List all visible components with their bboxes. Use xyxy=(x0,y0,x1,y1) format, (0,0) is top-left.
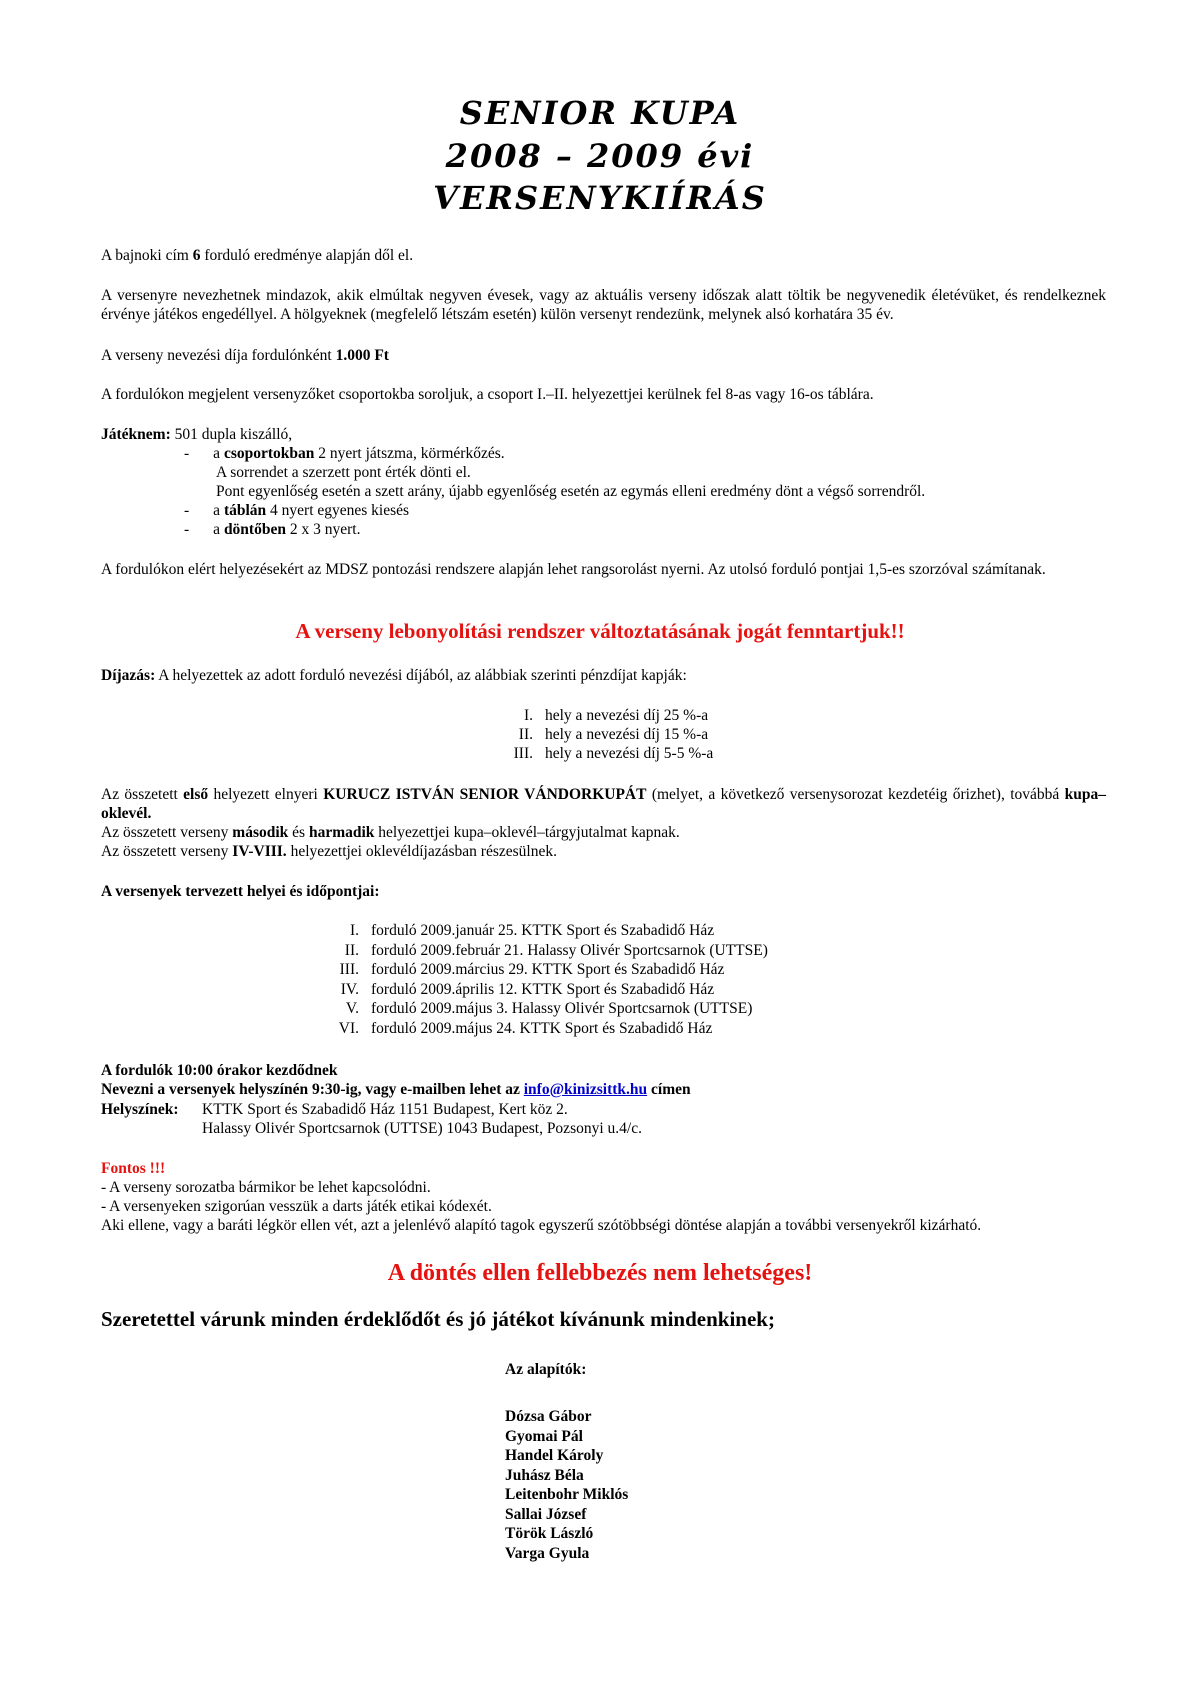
schedule-row: VI. forduló 2009.május 24. KTTK Sport és Szabadidő Ház xyxy=(338,1019,713,1037)
founders-list xyxy=(505,1407,628,1563)
format-item-groups-line2: A sorrendet a szerzett pont érték dönti el. xyxy=(216,464,471,481)
notice-no-appeal: A döntés ellen fellebbezés nem lehetséges! xyxy=(387,1260,813,1286)
eligibility-text: A versenyre nevezhetnek mindazok, akik elmúltak negyven évesek, vagy az aktuális verseny időszak alatt töltik be negyvenedik életévüket, és rendelkeznek érvénye játékos engedéllyel. A hölgyeknek (megfelelő létszám esetén) külön versenyt rendezünk, melynek alsó korhatára 35 év. xyxy=(101,287,1106,323)
important-label: Fontos !!! xyxy=(101,1160,166,1177)
game-format: Játéknem: 501 dupla kiszálló, xyxy=(101,426,293,443)
venue-2: Halassy Olivér Sportcsarnok (UTTSE) 1043 Budapest, Pozsonyi u.4/c. xyxy=(202,1120,642,1137)
overall-first-text: Az összetett első helyezett elnyeri KURUCZ ISTVÁN SENIOR VÁNDORKUPÁT (melyet, a következő versenysorozat kezdetéig őrizhet), továbbá kupa–oklevél. xyxy=(101,786,1106,822)
prize-row: II. hely a nevezési díj 15 %-a xyxy=(518,726,709,743)
title-line-1: SENIOR KUPA xyxy=(459,94,741,132)
prize-text: Díjazás: A helyezettek az adott forduló nevezési díjából, az alábbiak szerinti pénzdíjat kapják: xyxy=(101,667,687,684)
founder-name: Sallai József xyxy=(505,1505,587,1523)
format-item-groups: - a csoportokban 2 nyert játszma, körmérkőzés. xyxy=(184,445,505,462)
founder-name: Juhász Béla xyxy=(505,1466,584,1484)
overall-second-third-text: Az összetett verseny második és harmadik helyezettjei kupa–oklevél–tárgyjutalmat kapnak. xyxy=(101,824,680,841)
schedule-row: II. forduló 2009.február 21. Halassy Olivér Sportcsarnok (UTTSE) xyxy=(344,941,768,959)
founder-name: Handel Károly xyxy=(505,1447,604,1464)
championship-text: A bajnoki cím 6 forduló eredménye alapján dől el. xyxy=(101,247,414,264)
start-time-text: A fordulók 10:00 órakor kezdődnek xyxy=(101,1062,338,1079)
title-line-3: VERSENYKIÍRÁS xyxy=(433,179,767,217)
prize-list xyxy=(493,706,713,763)
format-item-board: - a táblán 4 nyert egyenes kiesés xyxy=(184,502,410,519)
venue-1: KTTK Sport és Szabadidő Ház 1151 Budapest, Kert köz 2. xyxy=(202,1101,568,1118)
entry-fee-text: A verseny nevezési díja fordulónként 1.000 Ft xyxy=(101,347,389,364)
schedule-row: IV. forduló 2009.április 12. KTTK Sport és Szabadidő Ház xyxy=(340,980,715,998)
important-line-2: - A versenyeken szigorúan vesszük a darts játék etikai kódexét. xyxy=(101,1198,492,1215)
email-link[interactable]: info@kinizsittk.hu xyxy=(523,1081,648,1098)
founder-name: Varga Gyula xyxy=(505,1544,590,1562)
groups-text: A fordulókon megjelent versenyzőket csoportokba soroljuk, a csoport I.–II. helyezettjei kerülnek fel 8-as vagy 16-os táblára. xyxy=(101,386,874,403)
schedule-row: I. forduló 2009.január 25. KTTK Sport és Szabadidő Ház xyxy=(349,922,715,939)
schedule-heading: A versenyek tervezett helyei és időpontjai: xyxy=(101,883,380,900)
schedule-row: V. forduló 2009.május 3. Halassy Olivér Sportcsarnok (UTTSE) xyxy=(345,1000,753,1017)
founders-heading: Az alapítók: xyxy=(505,1361,587,1378)
important-line-3: Aki ellene, vagy a baráti légkör ellen vét, azt a jelenlévő alapító tagok egyszerű szótöbbségi döntése alapján a további versenyekről kizárható. xyxy=(101,1217,982,1234)
founder-name: Dózsa Gábor xyxy=(505,1408,592,1425)
founder-name: Török László xyxy=(505,1525,594,1542)
format-item-groups-line3: Pont egyenlőség esetén a szett arány, újabb egyenlőség esetén az egymás elleni eredmény dönt a végső sorrendről. xyxy=(216,483,926,500)
founder-name: Gyomai Pál xyxy=(505,1427,583,1445)
prize-row: III. hely a nevezési díj 5-5 %-a xyxy=(513,745,714,762)
founder-name: Leitenbohr Miklós xyxy=(505,1486,629,1503)
overall-rest-text: Az összetett verseny IV-VIII. helyezettjei oklevéldíjazásban részesülnek. xyxy=(101,843,557,860)
entry-text: Nevezni a versenyek helyszínén 9:30-ig, vagy e-mailben lehet az info@kinizsittk.hu címen xyxy=(101,1081,691,1098)
title-line-2: 2008 – 2009 évi xyxy=(445,137,755,175)
closing-text: Szeretettel várunk minden érdeklődőt és jó játékot kívánunk mindenkinek; xyxy=(101,1307,775,1331)
format-item-final: - a döntőben 2 x 3 nyert. xyxy=(184,521,361,538)
schedule-list xyxy=(326,921,768,1038)
ranking-text: A fordulókon elért helyezésekért az MDSZ pontozási rendszere alapján lehet rangsorolást nyerni. Az utolsó forduló pontjai 1,5-es szorzóval számítanak. xyxy=(101,561,1046,578)
important-line-1: - A verseny sorozatba bármikor be lehet kapcsolódni. xyxy=(101,1179,431,1196)
venues: Helyszínek: xyxy=(101,1101,179,1118)
prize-row: I. hely a nevezési díj 25 %-a xyxy=(523,707,709,724)
notice-rules-change: A verseny lebonyolítási rendszer változtatásának jogát fenntartjuk!! xyxy=(295,619,905,643)
schedule-row: III. forduló 2009.március 29. KTTK Sport és Szabadidő Ház xyxy=(339,961,725,978)
